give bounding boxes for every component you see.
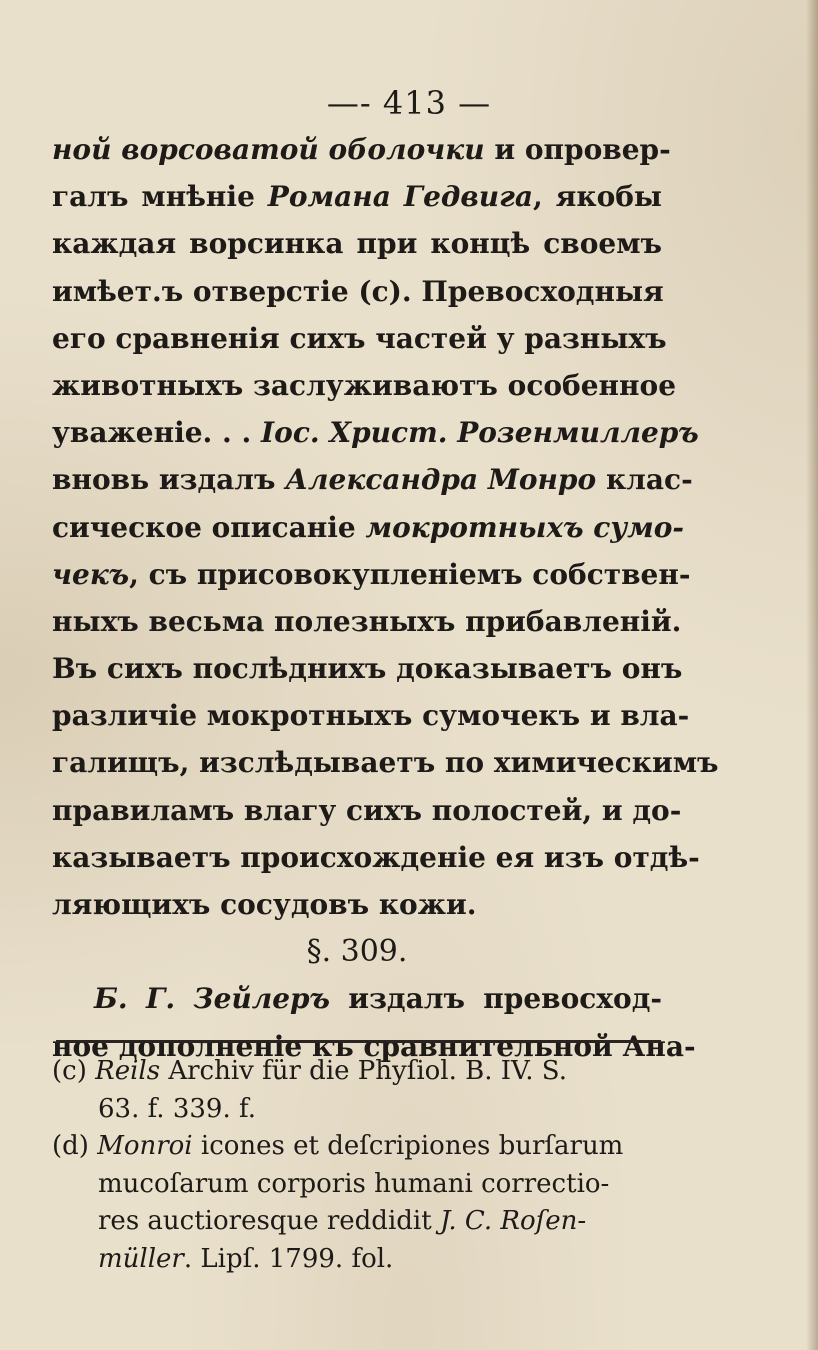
text-line (52, 456, 693, 503)
footnote-line (52, 1128, 662, 1166)
text-run: müller (98, 1243, 184, 1274)
text-run: издалъ превосход- (329, 982, 662, 1016)
text-line (52, 409, 699, 456)
text-run: . Lipſ. 1799. fol. (183, 1243, 394, 1274)
text-run: чекъ (52, 557, 130, 591)
footnote-line (52, 1091, 662, 1129)
text-line (52, 362, 677, 409)
footnote (52, 1128, 662, 1278)
text-run: животныхъ заслуживаютъ особенное (52, 368, 677, 402)
text-line (52, 928, 662, 975)
text-run: уваженіе. . . (52, 416, 262, 450)
text-line (52, 692, 690, 739)
text-run: Monroi (97, 1131, 193, 1161)
footnotes (52, 1053, 662, 1278)
text-run: имѣет.ъ отверстіе (с). Превосходныя (52, 274, 664, 308)
text-run: §. 309. (306, 934, 408, 970)
text-line (52, 220, 662, 267)
text-line (52, 739, 719, 786)
text-run: правиламъ влагу сихъ полостей, и до- (52, 793, 682, 827)
page-number: —- 413 — (326, 84, 492, 122)
footnote (52, 1053, 662, 1128)
text-run: Романа Гедвига (267, 180, 534, 214)
text-run: Б. Г. Зейлеръ (94, 982, 330, 1016)
text-run: icones et deſcripiones burſarum (192, 1131, 624, 1161)
text-line (52, 268, 662, 315)
text-line (52, 881, 662, 928)
text-run: ное дополненіе къ сравнительной Ана- (52, 1029, 696, 1063)
text-run: Въ сихъ послѣднихъ доказываетъ онъ (52, 652, 683, 686)
footnote-rule (56, 1040, 661, 1043)
text-run: галищъ, изслѣдываетъ по химическимъ (52, 746, 719, 780)
text-run: сическое описаніе (52, 510, 366, 544)
text-run: mucoſarum corporis humani correctio- (98, 1168, 610, 1199)
text-run: Александра Монро (285, 463, 597, 497)
text-run: res auctioresque reddidit (98, 1206, 440, 1236)
text-run: , якобы (533, 180, 662, 214)
text-run: 63. f. 339. f. (98, 1093, 256, 1124)
text-run: казываетъ происхожденіе ея изъ отдѣ- (52, 840, 700, 874)
text-run: его сравненія сихъ частей у разныхъ (52, 321, 667, 355)
text-run: и опровер- (484, 133, 671, 166)
text-run: , съ присовокупленіемъ собствен- (129, 557, 691, 591)
main-text (52, 126, 719, 1070)
text-run: галъ мнѣніе (52, 180, 268, 214)
text-run: ляющихъ сосудовъ кожи. (52, 888, 477, 921)
text-line (52, 598, 682, 645)
text-run: (c) (52, 1056, 96, 1086)
text-line (52, 551, 691, 598)
text-line (52, 645, 683, 692)
text-run: Reils (95, 1056, 161, 1086)
text-line (52, 173, 662, 220)
text-run (319, 133, 329, 166)
text-run: мокротныхъ сумо- (365, 510, 685, 544)
footnote-line (52, 1053, 662, 1091)
text-line (52, 126, 671, 173)
footnote-line (52, 1166, 662, 1204)
page-edge-shadow (806, 0, 818, 1350)
text-run: оболочки (328, 133, 485, 166)
text-line (52, 504, 685, 551)
footnote-line (52, 1241, 662, 1279)
text-line (52, 834, 700, 881)
text-run: Іос. Христ. Розенмиллеръ (261, 416, 699, 450)
text-line (52, 315, 667, 362)
text-run: каждая ворсинка при концѣ своемъ (52, 227, 662, 261)
text-run: J. C. Roſen- (439, 1206, 587, 1236)
text-run: ныхъ весьма полезныхъ прибавленій. (52, 604, 682, 638)
text-run: (d) (52, 1131, 98, 1161)
text-run: клас- (596, 463, 693, 497)
text-run: Archiv für die Phyſiol. B. IV. S. (160, 1056, 567, 1086)
text-run: различіе мокротныхъ сумочекъ и вла- (52, 699, 690, 733)
text-line (52, 975, 662, 1022)
footnote-line (52, 1203, 662, 1241)
text-line (52, 787, 682, 834)
text-run: вновь издалъ (52, 463, 286, 497)
text-run: ной ворсоватой (52, 133, 319, 166)
